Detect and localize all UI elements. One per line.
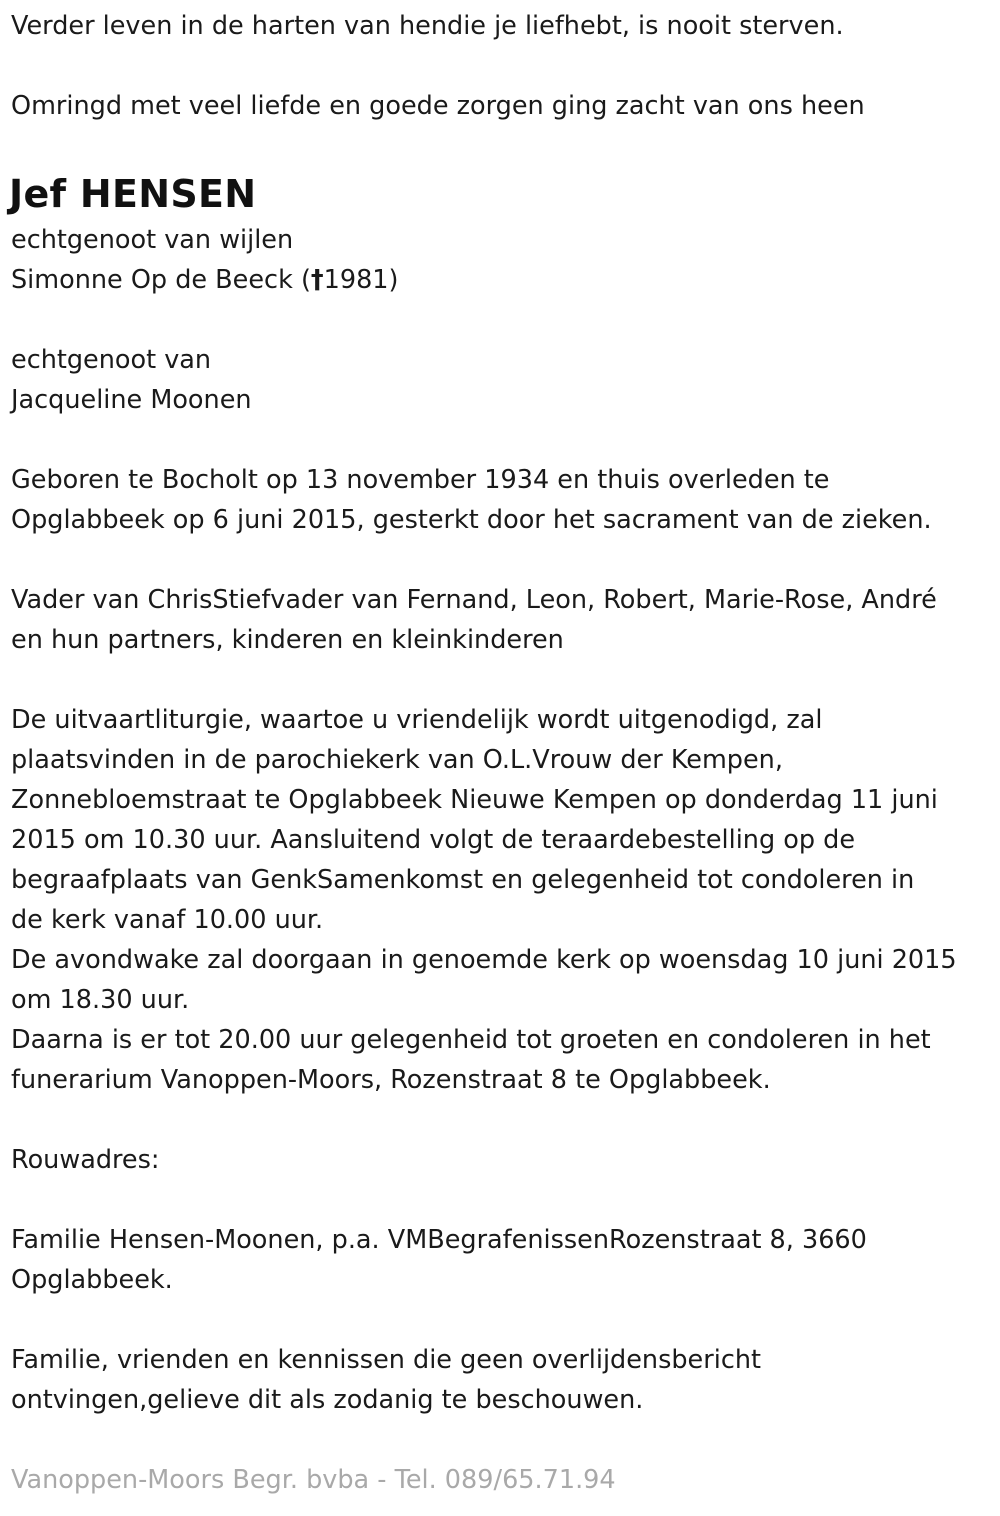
closing-line: Familie, vrienden en kennissen die geen overlijdensbericht xyxy=(11,1345,761,1375)
ceremony-line: 2015 om 10.30 uur. Aansluitend volgt de teraardebestelling op de xyxy=(11,825,856,855)
ceremony-line: Zonnebloemstraat te Opglabbeek Nieuwe Kempen op donderdag 11 juni xyxy=(11,785,938,815)
ceremony-line: plaatsvinden in de parochiekerk van O.L.Vrouw der Kempen, xyxy=(11,745,783,775)
intro-announcement: Omringd met veel liefde en goede zorgen ging zacht van ons heen xyxy=(11,91,865,121)
spouse2-name: Jacqueline Moonen xyxy=(11,385,252,415)
ceremony-line: begraafplaats van GenkSamenkomst en gelegenheid tot condoleren in xyxy=(11,865,915,895)
spouse2-label: echtgenoot van xyxy=(11,345,212,375)
spacer xyxy=(11,660,1000,700)
family-line: Vader van ChrisStiefvader van Fernand, Leon, Robert, Marie-Rose, André xyxy=(11,585,937,615)
spacer xyxy=(11,420,1000,460)
ceremony-line: funerarium Vanoppen-Moors, Rozenstraat 8 te Opglabbeek. xyxy=(11,1065,771,1095)
mourning-address-line: Opglabbeek. xyxy=(11,1265,173,1295)
closing-line: ontvingen,gelieve dit als zodanig te beschouwen. xyxy=(11,1385,644,1415)
ceremony-line: om 18.30 uur. xyxy=(11,985,190,1015)
deceased-name: Jef HENSEN xyxy=(9,172,257,216)
spacer xyxy=(11,300,1000,340)
spacer xyxy=(11,1100,1000,1140)
ceremony-line: De avondwake zal doorgaan in genoemde kerk op woensdag 10 juni 2015 xyxy=(11,945,957,975)
family-line: en hun partners, kinderen en kleinkinderen xyxy=(11,625,564,655)
cross-icon: † xyxy=(310,265,324,295)
spouse1-line xyxy=(11,260,1000,300)
birth-death-line: Geboren te Bocholt op 13 november 1934 en thuis overleden te xyxy=(11,465,830,495)
spacer xyxy=(11,540,1000,580)
spacer xyxy=(11,46,1000,86)
intro-quote: Verder leven in de harten van hendie je liefhebt, is nooit sterven. xyxy=(11,11,844,41)
spacer xyxy=(11,1180,1000,1220)
spouse1-year: 1981) xyxy=(323,265,399,295)
spacer xyxy=(11,1300,1000,1340)
ceremony-line: Daarna is er tot 20.00 uur gelegenheid tot groeten en condoleren in het xyxy=(11,1025,931,1055)
obituary-page xyxy=(0,6,1000,1516)
spacer xyxy=(11,126,1000,166)
spouse1-name: Simonne Op de Beeck ( xyxy=(11,265,311,295)
mourning-address-label: Rouwadres: xyxy=(11,1145,160,1175)
spouse1-label: echtgenoot van wijlen xyxy=(11,225,294,255)
funeral-home-footer: Vanoppen-Moors Begr. bvba - Tel. 089/65.71.94 xyxy=(11,1465,616,1495)
ceremony-line: de kerk vanaf 10.00 uur. xyxy=(11,905,324,935)
mourning-address-line: Familie Hensen-Moonen, p.a. VMBegrafenissenRozenstraat 8, 3660 xyxy=(11,1225,867,1255)
birth-death-line: Opglabbeek op 6 juni 2015, gesterkt door het sacrament van de zieken. xyxy=(11,505,932,535)
ceremony-line: De uitvaartliturgie, waartoe u vriendelijk wordt uitgenodigd, zal xyxy=(11,705,823,735)
